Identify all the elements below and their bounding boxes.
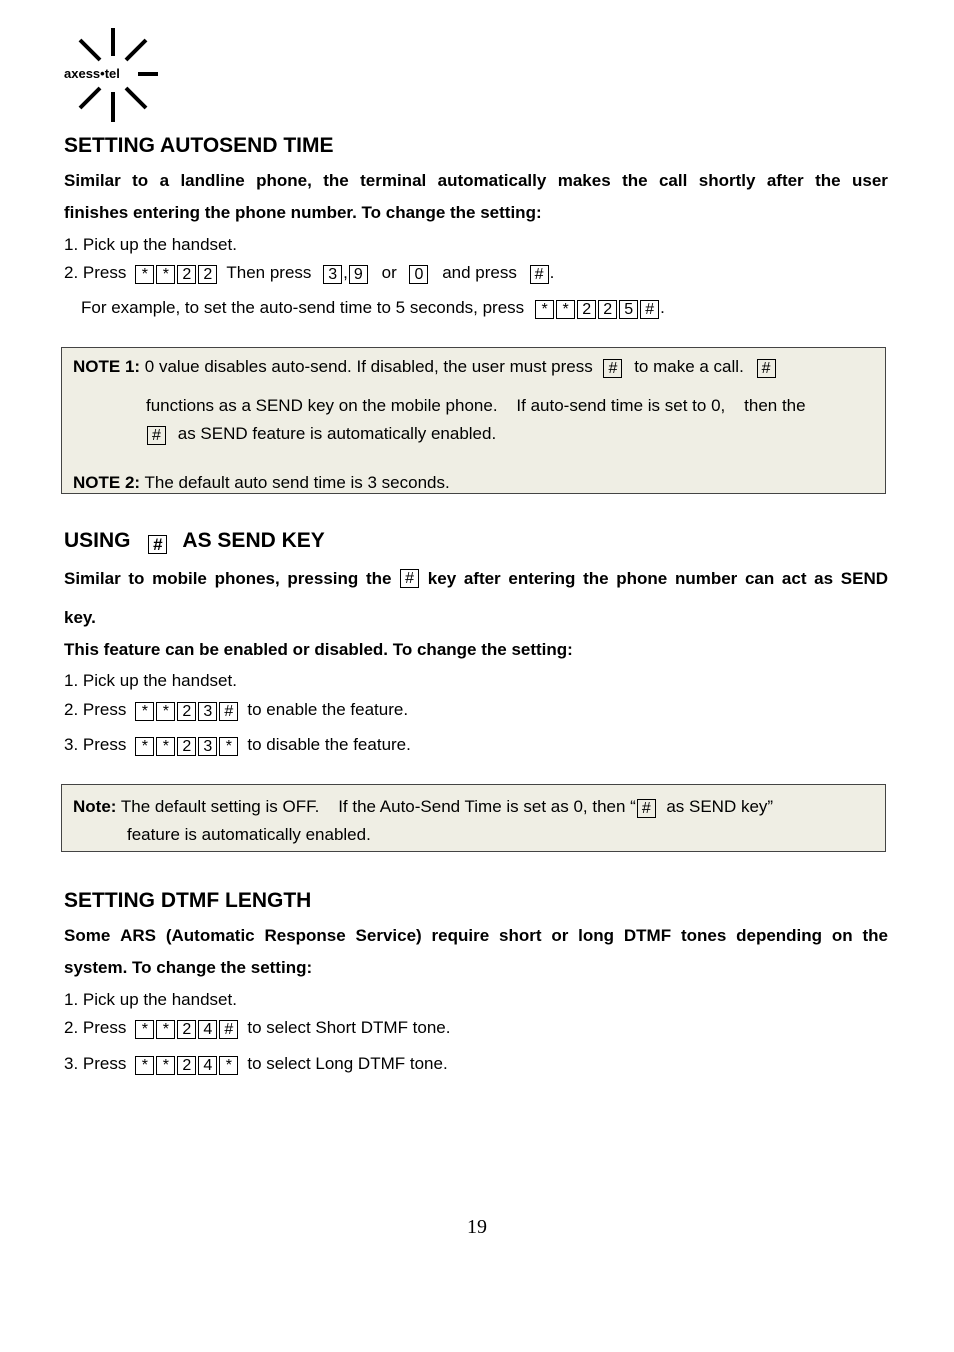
key-star: * bbox=[135, 1020, 154, 1039]
title-prefix: USING bbox=[64, 529, 131, 552]
key-hash: # bbox=[148, 535, 167, 554]
period: . bbox=[549, 263, 555, 282]
key-hash: # bbox=[400, 569, 419, 588]
step-prefix: 3. Press bbox=[64, 1054, 127, 1073]
key-sequence bbox=[134, 1018, 239, 1039]
word: phone bbox=[616, 569, 668, 588]
period: . bbox=[660, 298, 665, 317]
note3-line2: feature is automatically enabled. bbox=[127, 825, 371, 844]
and-text: and press bbox=[442, 263, 517, 282]
step-text: to select Long DTMF tone. bbox=[247, 1054, 448, 1073]
word: mobile bbox=[152, 569, 207, 588]
key-star: * bbox=[135, 702, 154, 721]
word: to bbox=[128, 569, 145, 588]
word: call bbox=[658, 171, 688, 190]
word: (Automatic bbox=[165, 926, 255, 945]
key-2: 2 bbox=[177, 1056, 196, 1075]
step-prefix: 2. Press bbox=[64, 1018, 127, 1037]
key-2: 2 bbox=[177, 737, 196, 756]
key-hash: # bbox=[637, 799, 656, 818]
key-star: * bbox=[535, 300, 554, 319]
key-star: * bbox=[219, 737, 238, 756]
word: terminal bbox=[360, 171, 427, 190]
axesstel-logo bbox=[62, 26, 162, 124]
word: Service) bbox=[355, 926, 422, 945]
sendkey-intro-line2: key. bbox=[64, 608, 96, 627]
word: on bbox=[831, 926, 853, 945]
word: number bbox=[674, 569, 738, 588]
key-star: * bbox=[556, 300, 575, 319]
note-text: to make a call. bbox=[634, 357, 744, 376]
sendkey-step1: 1. Pick up the handset. bbox=[64, 671, 237, 690]
key-star: * bbox=[135, 265, 154, 284]
key-sequence bbox=[534, 298, 660, 319]
word: Some bbox=[64, 926, 111, 945]
key-star: * bbox=[156, 1020, 175, 1039]
word: depending bbox=[736, 926, 823, 945]
note-text: as SEND key” bbox=[666, 797, 774, 816]
word: key bbox=[427, 569, 457, 588]
title-suffix: AS SEND KEY bbox=[182, 529, 325, 552]
word: a bbox=[159, 171, 170, 190]
word: the bbox=[815, 171, 841, 190]
key-hash: # bbox=[603, 359, 622, 378]
word: long bbox=[578, 926, 615, 945]
word: the bbox=[622, 171, 648, 190]
word: short bbox=[499, 926, 542, 945]
word: require bbox=[431, 926, 490, 945]
dtmf-intro-line1 bbox=[64, 926, 888, 946]
note-text: 0 value disables auto-send. If disabled, the user must press bbox=[144, 357, 593, 376]
key-2: 2 bbox=[177, 702, 196, 721]
note3-line1 bbox=[73, 797, 773, 818]
note-text: The default setting is OFF. If the Auto-Send Time is set as 0, then “ bbox=[120, 797, 636, 816]
word: the bbox=[862, 926, 888, 945]
logo-burst-icon bbox=[62, 26, 162, 124]
note-box-1 bbox=[61, 347, 886, 494]
word: automatically bbox=[437, 171, 547, 190]
word: DTMF bbox=[623, 926, 672, 945]
key-5: 5 bbox=[619, 300, 638, 319]
page-number: 19 bbox=[467, 1216, 487, 1238]
example-text: For example, to set the auto-send time to 5 seconds, press bbox=[81, 298, 525, 317]
dtmf-intro-line2: system. To change the setting: bbox=[64, 958, 313, 977]
key-hash: # bbox=[757, 359, 776, 378]
key-hash: # bbox=[640, 300, 659, 319]
step-prefix: 3. Press bbox=[64, 735, 127, 754]
note2-line bbox=[73, 473, 450, 493]
word: user bbox=[852, 171, 888, 190]
dtmf-step3 bbox=[64, 1054, 448, 1075]
svg-text:axess•tel: axess•tel bbox=[64, 66, 120, 81]
word: the bbox=[323, 171, 349, 190]
word: Similar bbox=[64, 569, 121, 588]
word: the bbox=[583, 569, 609, 588]
section-title-send-key bbox=[64, 529, 325, 554]
step-prefix: 2. Press bbox=[64, 700, 127, 719]
key-star: * bbox=[156, 1056, 175, 1075]
word: Response bbox=[264, 926, 346, 945]
word: to bbox=[132, 171, 149, 190]
word: or bbox=[551, 926, 569, 945]
word: ARS bbox=[120, 926, 157, 945]
key-star: * bbox=[135, 737, 154, 756]
key-2: 2 bbox=[198, 265, 217, 284]
sendkey-step2 bbox=[64, 700, 408, 721]
step-text: Then press bbox=[226, 263, 312, 282]
word: phones, bbox=[214, 569, 280, 588]
autosend-intro-line2: finishes entering the phone number. To change the setting: bbox=[64, 203, 542, 222]
autosend-intro-line1 bbox=[64, 171, 888, 191]
key-sequence bbox=[134, 735, 239, 756]
sendkey-step3 bbox=[64, 735, 411, 756]
key-2: 2 bbox=[577, 300, 596, 319]
comma: , bbox=[343, 263, 348, 282]
key-star: * bbox=[156, 737, 175, 756]
note-label: NOTE 1: bbox=[73, 357, 141, 376]
note-text: The default auto send time is 3 seconds. bbox=[144, 473, 450, 492]
word: as bbox=[814, 569, 834, 588]
key-star: * bbox=[135, 1056, 154, 1075]
word: can bbox=[744, 569, 775, 588]
sendkey-intro-line3: This feature can be enabled or disabled. To change the setting: bbox=[64, 640, 573, 659]
note-label: NOTE 2: bbox=[73, 473, 141, 492]
word: after bbox=[766, 171, 804, 190]
key-4: 4 bbox=[198, 1020, 217, 1039]
key-4: 4 bbox=[198, 1056, 217, 1075]
key-3: 3 bbox=[198, 702, 217, 721]
or-text: or bbox=[381, 263, 397, 282]
key-sequence bbox=[322, 263, 343, 284]
note1-line2: functions as a SEND key on the mobile phone. If auto-send time is set to 0, then the bbox=[146, 396, 806, 415]
key-0: 0 bbox=[409, 265, 428, 284]
autosend-example bbox=[81, 298, 665, 319]
step-text: to enable the feature. bbox=[247, 700, 409, 719]
note1-line1 bbox=[73, 357, 777, 378]
key-star: * bbox=[156, 265, 175, 284]
word: act bbox=[781, 569, 807, 588]
word: landline bbox=[180, 171, 245, 190]
key-2: 2 bbox=[598, 300, 617, 319]
note-label: Note: bbox=[73, 797, 117, 816]
key-hash: # bbox=[219, 1020, 238, 1039]
autosend-step2 bbox=[64, 263, 554, 284]
key-3: 3 bbox=[323, 265, 342, 284]
key-star: * bbox=[219, 1056, 238, 1075]
key-3: 3 bbox=[198, 737, 217, 756]
word: entering bbox=[508, 569, 576, 588]
section-title-autosend: SETTING AUTOSEND TIME bbox=[64, 134, 334, 157]
word: the bbox=[365, 569, 392, 588]
key-hash: # bbox=[147, 426, 166, 445]
dtmf-step1: 1. Pick up the handset. bbox=[64, 990, 237, 1009]
note-text: as SEND feature is automatically enabled. bbox=[177, 424, 497, 443]
dtmf-step2 bbox=[64, 1018, 451, 1039]
word: makes bbox=[557, 171, 611, 190]
key-sequence bbox=[134, 700, 239, 721]
word: after bbox=[463, 569, 501, 588]
step-prefix: 2. Press bbox=[64, 263, 127, 282]
key-2: 2 bbox=[177, 1020, 196, 1039]
sendkey-intro-line1 bbox=[64, 569, 888, 589]
key-sequence bbox=[134, 263, 218, 284]
word: SEND bbox=[840, 569, 888, 588]
word: phone, bbox=[256, 171, 312, 190]
key-sequence bbox=[134, 1054, 239, 1075]
word: pressing bbox=[287, 569, 359, 588]
note1-line3 bbox=[146, 424, 496, 445]
step-text: to select Short DTMF tone. bbox=[247, 1018, 451, 1037]
key-hash: # bbox=[219, 702, 238, 721]
key-9: 9 bbox=[349, 265, 368, 284]
word: shortly bbox=[698, 171, 756, 190]
key-2: 2 bbox=[177, 265, 196, 284]
autosend-step1: 1. Pick up the handset. bbox=[64, 235, 237, 254]
note-box-2 bbox=[61, 784, 886, 852]
step-text: to disable the feature. bbox=[247, 735, 411, 754]
key-hash: # bbox=[530, 265, 549, 284]
word: tones bbox=[680, 926, 727, 945]
key-star: * bbox=[156, 702, 175, 721]
word: Similar bbox=[64, 171, 121, 190]
section-title-dtmf: SETTING DTMF LENGTH bbox=[64, 889, 312, 912]
